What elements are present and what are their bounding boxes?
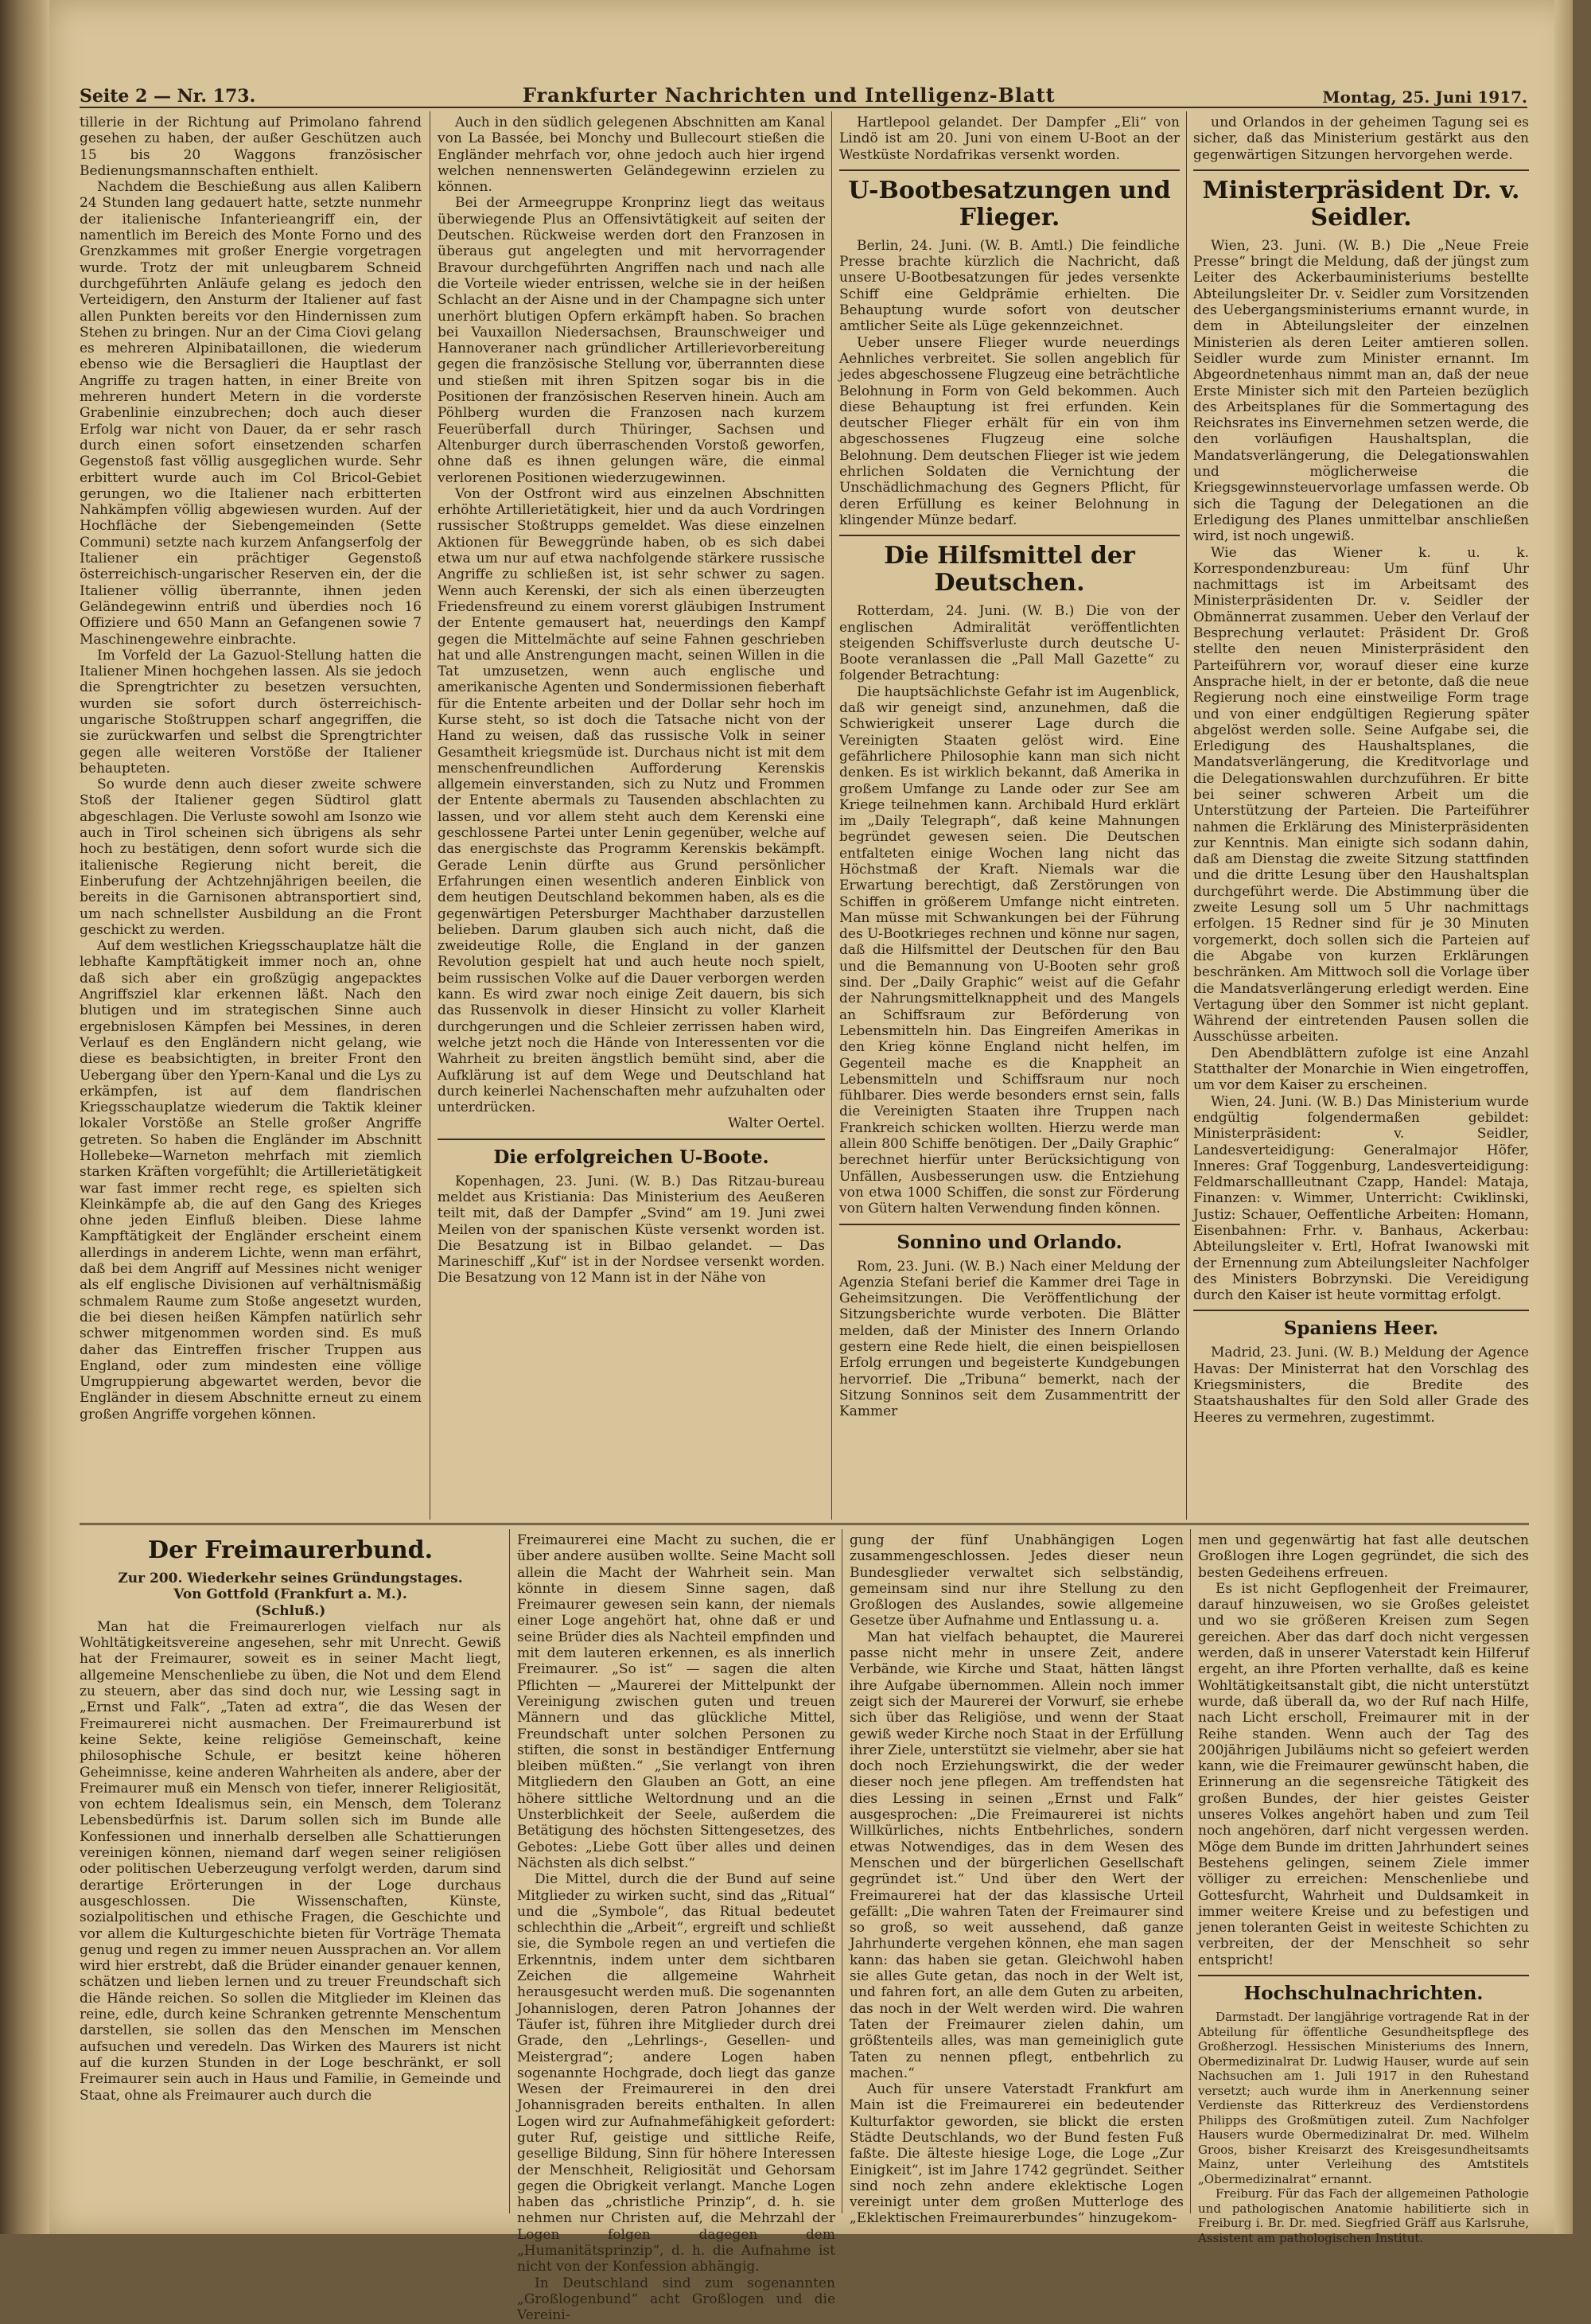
column-2: [438, 115, 825, 1518]
paragraph: Rom, 23. Juni. (W. B.) Nach einer Meldung der Agenzia Stefani berief die Kammer drei Tage in Geheimsitzungen. Die Veröffentlichung der Sitzungsberichte wurde verboten. Die Blätter melden, daß der Minister des Innern Orlando gestern eine Rede hielt, die einen beispiellosen Erfolg errungen und begeisterte Kundgebungen hervorrief. Die „Tribuna“ bemerkt, nach der Sitzung Sonninos seit dem Zusammentritt der Kammer: [839, 1258, 1180, 1420]
column-4: [1193, 115, 1529, 1518]
paragraph: Berlin, 24. Juni. (W. B. Amtl.) Die feindliche Presse brachte kürzlich die Nachricht, daß unsere U-Bootbesatzungen für jedes versenkte Schiff eine Geldprämie erhielten. Die Behauptung wurde sofort von deutscher amtlicher Seite als Lüge gekennzeichnet.: [839, 237, 1180, 335]
headline-spanien: Spaniens Heer.: [1283, 1318, 1439, 1340]
paragraph: Die hauptsächlichste Gefahr ist im Augenblick, daß wir geneigt sind, anzunehmen, daß die Schwierigkeit unserer Lage durch die Vereinigten Staaten gelöst wird. Eine gefährlichere Philosophie kann man sich nicht denken. Es ist wirklich bekannt, daß Amerika in großem Umfange zu Lande oder zur See am Kriege teilnehmen kann. Archibald Hurd erklärt im „Daily Telegraph“, daß keine Mahnungen begründet gewesen seien. Die Deutschen entfalteten einige Wochen lang nicht das Höchstmaß der Kraft. Niemals war die Erwartung berechtigt, daß Zerstörungen von Schiffen in größerem Umfange nicht eintreten. Man müsse mit Schwankungen bei der Führung des U-Bootkrieges rechnen und könne nur sagen, daß die Hilfsmittel der Deutschen für den Bau und die Bemannung von U-Booten sehr groß sind. Der „Daily Graphic“ weist auf die Gefahr der Nahrungsmittelknappheit und des Mangels an Schiffsraum zur Beförderung von Lebensmitteln hin. Das Eingreifen Amerikas in den Krieg könne England nicht helfen, im Gegenteil mache es die Knappheit an Lebensmitteln und Schiffsraum nur noch fühlbarer. Dies werde besonders ernst sein, falls die Vereinigten Staaten ihre Truppen nach Frankreich schicken wollten. Hierzu werde man allein 800 Schiffe benötigen. Der „Daily Graphic“ berechnet hierfür unter Berücksichtigung von Unfällen, Ausbesserungen usw. die Entziehung von etwa 1000 Schiffen, die sonst zur Förderung von Gütern halten Verwendung finden können.: [839, 683, 1180, 1217]
paragraph: Freimaurerei eine Macht zu suchen, die er über andere ausüben wollte. Seine Macht soll allein die Macht der Wahrheit sein. Man könnte in diesem Sinne sagen, daß Freimaurer gewesen sein kann, der niemals einer Loge angehört hat, ohne daß er und seine Brüder dies als Nachteil empfinden und mit dem lauteren erkennen, es als innerlich Freimaurer. „So ist“ — sagen die alten Pflichten — „Maurerei der Mittelpunkt der Vereinigung zwischen guten und treuen Männern und das glückliche Mittel, Freundschaft unter solchen Personen zu stiften, die sonst in beständiger Entfernung bleiben müßten.“ „Sie verlangt von ihren Mitgliedern den Glauben an Gott, an eine höhere sittliche Weltordnung und an die Unsterblichkeit der Seele, außerdem die Betätigung des höchsten Sittengesetzes, des Gebotes: „Liebe Gott über alles und deinen Nächsten als dich selbst.“: [517, 1532, 835, 1871]
headline-flieger: U-Bootbesatzungen und Flieger.: [848, 176, 1171, 232]
section-rule: [839, 1224, 1180, 1225]
paragraph: Hartlepool gelandet. Der Dampfer „Eli“ von Lindö ist am 20. Juni von einem U-Boot an der Westküste Nordafrikas versenkt worden.: [839, 115, 1180, 163]
paragraph: Man hat vielfach behauptet, die Maurerei passe nicht mehr in unsere Zeit, andere Verbände, wie Kirche und Staat, hätten längst ihre Aufgabe übernommen. Allein noch immer zeigt sich der Maurerei der Vorwurf, sie erhebe sich über das Religiöse, und wenn der Staat gewiß weder Kirche noch Staat in der Erfüllung ihrer Ziele, unterstützt sie vielmehr, aber sie hat doch noch Erziehungswirkt, die der weder dieser noch jene pflegen. Am treffendsten hat dies Lessing in seinen „Ernst und Falk“ ausgesprochen: „Die Freimaurerei ist nichts Willkürliches, nichts Entbehrliches, sondern etwas Notwendiges, das in dem Wesen des Menschen und der bürgerlichen Gesellschaft gegründet ist.“ Und über den Wert der Freimaurerei hat der das klassische Urteil gefällt: „Die wahren Taten der Freimaurer sind so groß, so weit aussehend, daß ganze Jahrhunderte vergehen können, ehe man sagen kann: das haben sie getan. Gleichwohl haben sie alles Gute getan, das noch in der Welt ist, und fahren fort, an alle dem Guten zu arbeiten, das noch in der Welt werden wird. Die wahren Taten der Freimaurer zielen dahin, um größtenteils alles, was man gemeiniglich gute Taten zu nennen pflegt, entbehrlich zu machen.“: [850, 1629, 1184, 2081]
column-divider: [509, 1529, 510, 2213]
paragraph: Es ist nicht Gepflogenheit der Freimaurer, darauf hinzuweisen, wo sie Großes geleistet und wo sie größeren Kreisen zum Segen gereichen. Aber das darf doch nicht vergessen werden, daß in unserer Vaterstadt kein Hilferuf ergeht, an ihre Pforten verhallte, daß es keine Wohltätigkeitsanstalt gibt, die nicht unterstützt wurde, daß überall da, wo der Ruf nach Hilfe, nach Licht erscholl, Freimaurer mit in der Reihe standen. Wenn auch der Tag des 200jährigen Jubiläums nicht so gefeiert werden kann, wie die Freimaurer gewünscht haben, die Erinnerung an die segensreiche Tätigkeit des großen Bundes, der hier geistes Geister unseres Volkes angehört haben und zum Teil noch angehören, darf nicht vergessen werden. Möge dem Bunde im dritten Jahrhundert seines Bestehens gelingen, seinem Ziele immer völliger zu erreichen: Menschenliebe und Gottesfurcht, Wahrheit und Duldsamkeit in immer weitere Kreise und zu befestigen und jenen toleranten Geist in weiteste Schichten zu verbreiten, der der Menschheit so sehr entspricht!: [1198, 1580, 1529, 1968]
headline-sonnino: Sonnino und Orlando.: [897, 1231, 1122, 1253]
paragraph: Die Mittel, durch die der Bund auf seine Mitglieder zu wirken sucht, sind das „Ritual“ und die „Symbole“, das Ritual bedeutet schlechthin die „Arbeit“, ergreift und schließt sie, die Symbole regen an und vertiefen die Erkenntnis, indem unter dem sichtbaren Zeichen die allgemeine Wahrheit herausgesucht werden muß. Die sogenannten Johannislogen, deren Patron Johannes der Täufer ist, führen ihre Mitglieder durch drei Grade, den „Lehrlings-, Gesellen- und Meistergrad“; andere Logen haben sogenannte Hochgrade, doch liegt das ganze Wesen der Freimaurerei in den drei Johannisgraden bereits enthalten. In allen Logen wird zur Aufnahmefähigkeit gefordert: guter Ruf, geistige und sittliche Reife, gesellige Bildung, Sinn für höhere Interessen der Menschheit, Religiosität und Gehorsam gegen die Obrigkeit verlangt. Manche Logen haben das „christliche Prinzip“, d. h. sie nehmen nur Christen auf, die Mehrzahl der Logen folgen dagegen dem „Humanitätsprinzip“, d. h. die Aufnahme ist nicht von der Konfession abhängig.: [517, 1871, 835, 2275]
paragraph: Ueber unsere Flieger wurde neuerdings Aehnliches verbreitet. Sie sollen angeblich für jedes abgeschossene Flugzeug eine beträchtliche Belohnung in Form von Geld bekommen. Auch diese Behauptung ist frei erfunden. Kein deutscher Flieger erhält für ein von ihm abgeschossenes Flugzeug eine solche Belohnung. Dem deutschen Flieger ist wie jedem ehrlichen Soldaten die Vernichtung der Unschädlichmachung des Gegners Pflicht, für deren Erfüllung es keiner Belohnung in klingender Münze bedarf.: [839, 334, 1180, 528]
paragraph: Auch für unsere Vaterstadt Frankfurt am Main ist die Freimaurerei ein bedeutender Kulturfaktor geworden, sie blickt die ersten Städte Deutschlands, wo der Bund festen Fuß faßte. Die älteste hiesige Loge, die Loge „Zur Einigkeit“, ist im Jahre 1742 gegründet. Seither sind noch zehn andere eklektische Logen vereinigt unter dem großen Mutterloge des „Eklektischen Freimaurerbundes“ hinzugekom-: [850, 2081, 1184, 2227]
lower-column-4: [1198, 1532, 1529, 2245]
headline-hilfsmittel: Die Hilfsmittel der Deutschen.: [884, 542, 1135, 598]
paragraph: So wurde denn auch dieser zweite schwere Stoß der Italiener gegen Südtirol glatt abgeschlagen. Die Verluste sowohl am Isonzo wie auch in Tirol scheinen sich übrigens als sehr hoch zu bestätigen, denn sofort wurde sich die italienische Regierung nicht bereit, die Einberufung der Achtzehnjährigen beeilen, die bereits in die Garnisonen abtransportiert sind, um nach schnellster Ausbildung an die Front geschickt zu werden.: [80, 777, 422, 938]
paragraph: Auch in den südlich gelegenen Abschnitten am Kanal von La Bassée, bei Monchy und Bullecourt stießen die Engländer mehrfach vor, ohne jedoch auch hier irgend welchen nennenswerten Geländegewinn erzielen zu können.: [438, 115, 825, 196]
paragraph: Im Vorfeld der La Gazuol-Stellung hatten die Italiener Minen hochgehen lassen. Als sie jedoch die Sprengtrichter zu besetzen versuchten, wurden sie sofort durch österreichisch-ungarische Stoßtruppen scharf angegriffen, die sie zurückwarfen und selbst die Sprengtrichter gegen alle weiteren Vorstöße der Italiener behaupteten.: [80, 647, 422, 777]
continuation-note: (Schluß.): [255, 1602, 326, 1619]
author-signature: Walter Oertel.: [728, 1115, 825, 1132]
headline-uboote: Die erfolgreichen U-Boote.: [493, 1146, 769, 1168]
lower-column-3: [850, 1532, 1184, 2227]
paragraph: men und gegenwärtig hat fast alle deutschen Großlogen ihre Logen gegründet, die sich des besten Gedeihens erfreuen.: [1198, 1532, 1529, 1581]
column-divider: [831, 111, 832, 1520]
headline-hochschul: Hochschulnachrichten.: [1243, 1983, 1484, 2005]
paragraph: gung der fünf Unabhängigen Logen zusammengeschlossen. Jedes dieser neun Bundesglieder verwaltet sich selbständig, gemeinsam sind nur ihre Stellung zu den Großlogen des Auslandes, sowie allgemeine Gesetze über Aufnahme und Entlassung u. a.: [850, 1532, 1184, 1629]
section-rule: [839, 535, 1180, 536]
section-rule: [438, 1139, 825, 1140]
paragraph: Den Abendblättern zufolge ist eine Anzahl Statthalter der Monarchie in Wien eingetroffen, um vor dem Kaiser zu erscheinen.: [1193, 1045, 1529, 1094]
paragraph: tillerie in der Richtung auf Primolano fahrend gesehen zu haben, der außer Geschützen auch 15 bis 20 Waggons französischer Bedienungsmannschaften enthielt.: [80, 115, 422, 179]
feuilleton-divider: [80, 1523, 1529, 1525]
paragraph: Wie das Wiener k. u. k. Korrespondenzbureau: Um fünf Uhr nachmittags ist im Arbeitsamt des Ministerpräsidenten Dr. v. Seidler der Obmännerrat zusammen. Ueber den Verlauf der Besprechung verlautet: Präsident Dr. Groß stellte den neuen Ministerpräsident den Parteiführern vor, worauf dieser eine kurze Ansprache hielt, in der er betonte, daß die neue Regierung noch eine einstweilige Form trage und von einer endgültigen Regierung später abgelöst werden solle. Seine Aufgabe sei, die Erledigung des Haushaltsplanes, die Mandatsverlängerung, die Kreditvorlage und die Delegationswahlen durchzuführen. Er bitte bei seiner schweren Arbeit um die Unterstützung der Parteien. Die Parteiführer nahmen die Erklärung des Ministerpräsidenten zur Kenntnis. Man einigte sich sodann dahin, daß am Dienstag die zweite Sitzung stattfinden und die dritte Lesung über den Haushaltsplan durchgeführt werde. Die Abstimmung über die zweite Lesung soll um 5 Uhr nachmittags erfolgen. 15 Redner sind für je 30 Minuten vorgemerkt, doch sollen sich die Parteien auf die Abgabe von kurzen Erklärungen beschränken. Am Mittwoch soll die Vorlage über die Mandatsverlängerung erledigt werden. Eine Vertagung über den Sommer ist nicht geplant. Während der eintretenden Pausen sollen die Ausschüsse arbeiten.: [1193, 544, 1529, 1045]
masthead: Frankfurter Nachrichten und Intelligenz-Blatt: [522, 84, 1056, 107]
paragraph: und Orlandos in der geheimen Tagung sei es sicher, daß das Ministerium gestärkt aus den gegenwärtigen Sitzungen hervorgehen werde.: [1193, 115, 1529, 163]
lower-column-2: [517, 1532, 835, 2324]
next-page-edge: [1554, 0, 1573, 2234]
section-rule: [1193, 1310, 1529, 1311]
column-1: [80, 115, 422, 1518]
paragraph: Von der Ostfront wird aus einzelnen Abschnitten erhöhte Artillerietätigkeit, hier und da auch Vordringen russischer Stoßtrupps gemeldet. Was diese einzelnen Aktionen für Beweggründe haben, ob es sich dabei etwa um nur auf etwa nachfolgende stärkere russische Angriffe zu schließen ist, ist sehr schwer zu sagen. Wenn auch Kerenski, der sich als einen überzeugten Friedensfreund zu einem vorerst gläubigen Instrument der Entente gemausert hat, neuerdings den Kampf gegen die Mittelmächte auf seine Fahnen geschrieben hat und alle Anstrengungen macht, seinen Willen in die Tat umzusetzen, wenn auch englische und amerikanische Agenten und Sondermissionen fieberhaft für die Entente arbeiten und der Dollar sehr hoch im Kurse steht, so ist doch die Tatsache nicht von der Hand zu weisen, daß das russische Volk in seiner Gesamtheit kriegsmüde ist. Durchaus nicht ist mit dem menschenfreundlichen Aufforderung Kerenskis allgemein einverstanden, sich zu Nutz und Frommen der Entente abermals zu Tausenden abschlachten zu lassen, und vor allem steht auch dem Kerenski eine geschlossene Partei unter Lenin gegenüber, welche auf das energischste das Programm Kerenskis bekämpft. Gerade Lenin dürfte aus Grund persönlicher Erfahrungen einen wesentlich anderen Einblick von dem heutigen Deutschland bekommen haben, als es die gegenwärtigen Petersburger Machthaber darzustellen belieben. Darum glauben sich auch nicht, daß die zweideutige Rolle, die England in der ganzen Revolution gespielt hat und auch heute noch spielt, beim russischen Volke auf die Dauer verborgen werden kann. Es wird zwar noch einige Zeit dauern, bis sich das Russenvolk in dieser Hinsicht zu voller Klarheit durchgerungen und die Schleier zerrissen haben wird, welche jetzt noch die Hände von Interessenten vor die Wahrheit zu breiten ängstlich bemüht sind, aber die Aufklärung ist auf dem Wege und Deutschland hat durch keinerlei Nachenschaften mehr aufzuhalten oder unterdrücken.: [438, 485, 825, 1116]
paragraph: Darmstadt. Der langjährige vortragende Rat in der Abteilung für öffentliche Gesundheitspflege des Großherzogl. Hessischen Ministeriums des Innern, Obermedizinalrat Dr. Ludwig Hauser, wurde auf sein Nachsuchen am 1. Juli 1917 in den Ruhestand versetzt; auch wurde ihm in Anerkennung seiner Verdienste das Ritterkreuz des Verdienstordens Philipps des Großmütigen zuteil. Zum Nachfolger Hausers wurde Obermedizinalrat Dr. med. Wilhelm Groos, bisher Kreisarzt des Kreisgesundheitsamts Mainz, unter Verleihung des Amtstitels „Obermedizinalrat“ ernannt.: [1198, 2010, 1529, 2186]
headline-seidler: Ministerpräsident Dr. v. Seidler.: [1202, 176, 1520, 232]
column-divider: [1190, 1529, 1191, 2213]
paragraph: Wien, 23. Juni. (W. B.) Die „Neue Freie Presse“ bringt die Meldung, daß der jüngst zum Leiter des Ackerbauministeriums bestellte Abteilungsleiter Dr. v. Seidler zum Vorsitzenden des Uebergangsministeriums ernannt wurde, in dem in Abteilungsleiter der einzelnen Ministerien als deren Leiter amtieren sollen. Seidler wurde zum Minister ernannt. Im Abgeordnetenhaus nimmt man an, daß der neue Erste Minister sich mit den Parteien bezüglich des Arbeitsplanes für die Sommertagung des Reichsrates ins Einvernehmen setzen werde, die den vorläufigen Haushaltsplan, die Mandatsverlängerung, die Delegationswahlen und möglicherweise die Kriegsgewinnsteuervorlage umfassen werde. Ob sich die Tagung der Delegationen an die Erledigung des Planes unmittelbar anschließen wird, ist noch ungewiß.: [1193, 237, 1529, 545]
paragraph: Nachdem die Beschießung aus allen Kalibern 24 Stunden lang gedauert hatte, setzte nunmehr der italienische Infanterieangriff ein, der namentlich im Bereich des Monte Forno und des Grenzkammes mit großer Energie vorgetragen wurde. Trotz der mit unleugbarem Schneid durchgeführten Anläufe gelang es jedoch den Verteidigern, den Ansturm der Italiener auf fast allen Punkten bereits vor den Hindernissen zum Stehen zu bringen. Nur an der Cima Ciovi gelang es mehreren Alpinibataillonen, die wiederum ebenso wie die Bersaglieri die Hauptlast der Angriffe zu tragen hatten, in einer Breite von mehreren hundert Metern in die vorderste Grabenlinie einzubrechen; doch auch dieser Erfolg war nicht von Dauer, da er sehr rasch durch einen sofort einsetzenden scharfen Gegenstoß fast völlig ausgeglichen wurde. Sehr erbittert wurde auch im Col Bricol-Gebiet gerungen, wo die Italiener nach erbitterten Nahkämpfen völlig abgewiesen wurden. Auf der Hochfläche der Siebengemeinden (Sette Communi) setzte nach kurzem Anfangserfolg der Italiener ein prächtiger Gegenstoß österreichisch-ungarischer Reserven ein, der die Italiener völlig überrannte, ihnen jeden Geländegewinn entriß und überdies noch 16 Offiziere und 650 Mann an Gefangenen sowie 7 Maschinengewehre einbrachte.: [80, 179, 422, 648]
page-header: [80, 80, 1527, 108]
paragraph: Madrid, 23. Juni. (W. B.) Meldung der Agence Havas: Der Ministerrat hat den Vorschlag des Kriegsministers, die Bredite des Staatshaushaltes für den Sold aller Grade des Heeres zu vermehren, zugestimmt.: [1193, 1345, 1529, 1426]
book-binding: [0, 0, 49, 2234]
paragraph: Auf dem westlichen Kriegsschauplatze hält die lebhafte Kampftätigkeit immer noch an, ohne daß sich aber ein großzügig angepacktes Angriffsziel klar erkennen läßt. Nach den blutigen und im strategischen Sinne auch ergebnislosen Kämpfen bei Messines, in deren Verlauf es den Engländern nicht gelang, wie diese es beabsichtigten, in breiter Front den Uebergang über den Ypern-Kanal und die Lys zu erkämpfen, ist auf dem flandrischen Kriegsschauplatze wiederum die Taktik kleiner lokaler Vorstöße an Stelle großer Angriffe getreten. So haben die Engländer im Abschnitt Hollebeke—Warneton mehrfach mit ziemlich starken Kräften vorgefühlt; die Artillerietätigkeit war fast immer recht rege, es spielten sich Kleinkämpfe ab, die auf den Gang des Krieges ohne jeden Einfluß bleiben. Diese lahme Kampftätigkeit der Engländer erscheint einem allerdings in anderem Lichte, wenn man erfährt, daß bei dem Angriff auf Messines nicht weniger als elf englische Divisionen auf verhältnismäßig schmalem Raume zum Stoße angesetzt wurden, die bei diesen heißen Kämpfen natürlich sehr schwer mitgenommen worden sind. Es muß daher das Eintreffen frischer Truppen aus England, oder zum mindesten eine völlige Umgruppierung abgewartet werden, bevor die Engländer in diesem Abschnitte erneut zu einem großen Angriffe vorgehen können.: [80, 938, 422, 1423]
column-divider: [1186, 111, 1187, 1520]
author-line: Von Gottfold (Frankfurt a. M.).: [173, 1586, 407, 1603]
issue-date: Montag, 25. Juni 1917.: [1322, 88, 1527, 107]
section-rule: [1198, 1975, 1529, 1976]
paragraph: Kopenhagen, 23. Juni. (W. B.) Das Ritzau-bureau meldet aus Kristiania: Das Ministerium des Aeußeren teilt mit, daß der Dampfer „Svind“ am 19. Juni zwei Meilen von der spanischen Küste versenkt worden ist. Die Besatzung ist in Bilbao gelandet. — Das Marineschiff „Kuf“ ist in der Nordsee versenkt worden. Die Besatzung von 12 Mann ist in der Nähe von: [438, 1173, 825, 1287]
paragraph: Wien, 24. Juni. (W. B.) Das Ministerium wurde endgültig folgendermaßen gebildet: Ministerpräsident: v. Seidler, Landesverteidigung: Generalmajor Höfer, Inneres: Graf Toggenburg, Landesverteidigung: Feldmarschallleutnant Czapp, Handel: Mataja, Finanzen: v. Wimmer, Unterricht: Cwiklinski, Justiz: Schauer, Oeffentliche Arbeiten: Homann, Eisenbahnen: Frhr. v. Banhaus, Ackerbau: Abteilungsleiter v. Ertl, Hofrat Iwanowski mit der Ernennung zum Abteilungsleiter Nachfolger des Ministers Bobrzynski. Die Vereidigung durch den Kaiser ist heute vormittag erfolgt.: [1193, 1093, 1529, 1304]
column-3: [839, 115, 1180, 1518]
section-rule: [839, 169, 1180, 171]
paragraph: Bei der Armeegruppe Kronprinz liegt das weitaus überwiegende Plus an Offensivtätigkeit auf seiten der Deutschen. Rückweise werden dort den Franzosen in überaus gut angelegten und mit hervorragender Bravour durchgeführten Angriffen nach und nach alle die Vorteile wieder entrissen, welche sie in der heißen Schlacht an der Aisne und in der Champagne sich unter unerhört blutigen Opfern erkämpft haben. So brachen bei Vauxaillon Niedersachsen, Braunschweiger und Hannoveraner nach gründlicher Artillerievorbereitung gegen die französische Stellung vor, überrannten diese und stießen mit ihren Spitzen sogar bis in die Positionen der französischen Reserven hinein. Auch am Pöhlberg wurden die Franzosen nach kurzem Feuerüberfall durch Thüringer, Sachsen und Altenburger durch überraschenden Vorstoß geworfen, ohne daß es ihnen gelungen wäre, die einmal verlorenen Positionen wiederzugewinnen.: [438, 195, 825, 486]
page-number: Seite 2 — Nr. 173.: [80, 86, 256, 107]
section-rule: [1193, 169, 1529, 171]
paragraph: Rotterdam, 24. Juni. (W. B.) Die von der englischen Admiralität veröffentlichten steigenden Schiffsverluste durch deutsche U-Boote veranlassen die „Pall Mall Gazette“ zu folgender Betrachtung:: [839, 603, 1180, 684]
lower-column-1: [80, 1532, 501, 2210]
paragraph: Freiburg. Für das Fach der allgemeinen Pathologie und pathologischen Anatomie habilitierte sich in Freiburg i. Br. Dr. med. Siegfried Gräff aus Karlsruhe, Assistent am pathologischen Institut.: [1198, 2186, 1529, 2245]
subheadline: Zur 200. Wiederkehr seines Gründungstages.: [118, 1571, 463, 1586]
paragraph: Man hat die Freimaurerlogen vielfach nur als Wohltätigkeitsvereine angesehen, sehr mit Unrecht. Gewiß hat der Freimaurer, soweit es in seiner Macht liegt, allgemeine Menschenliebe zu üben, die Not und dem Elend zu steuern, aber das sind doch nur, wie Lessing sagt in „Ernst und Falk“, „Taten ad extra“, die das Wesen der Freimaurerei nicht ausmachen. Der Freimaurerbund ist keine Sekte, keine religiöse Gemeinschaft, keine philosophische Schule, er besitzt keine höheren Geheimnisse, keine anderen Wahrheiten als andere, aber der Freimaurer muß ein Mensch von tiefer, innerer Religiosität, von echtem Idealismus sein, ein Mensch, dem Toleranz Lebensbedürfnis ist. Darum sollen sich im Bunde alle Konfessionen und innerhalb derselben alle Schattierungen vereinigen können, niemand darf wegen seiner religiösen oder politischen Ueberzeugung verfolgt werden, darum sind derartige Erörterungen in der Loge durchaus ausgeschlossen. Die Wissenschaften, Künste, sozialpolitischen und ethische Fragen, die Geschichte und vor allem die Kulturgeschichte bieten für Vorträge Themata genug und regen zu immer neuen Aussprachen an. Vor allem wird hier erstrebt, daß die Brüder einander genauer kennen, schätzen und lieben lernen und zu treuer Freundschaft sich die Hände reichen. So sollen die Mitglieder im Kleinen das reine, edle, durch keine Schranken getrennte Menschentum darstellen, sie sollen das den Menschen im Menschen aufsuchen und veredeln. Das Wirken des Maurers ist nicht auf die kurzen Stunden in der Loge beschränkt, er soll Freimaurer sein auch in Haus und Familie, in Gemeinde und Staat, ohne als Freimaurer auch durch die: [80, 1618, 501, 2104]
headline-freimaurer: Der Freimaurerbund.: [147, 1536, 434, 1564]
paragraph: In Deutschland sind zum sogenannten „Großlogenbund“ acht Großlogen und die Vereini-: [517, 2275, 835, 2324]
